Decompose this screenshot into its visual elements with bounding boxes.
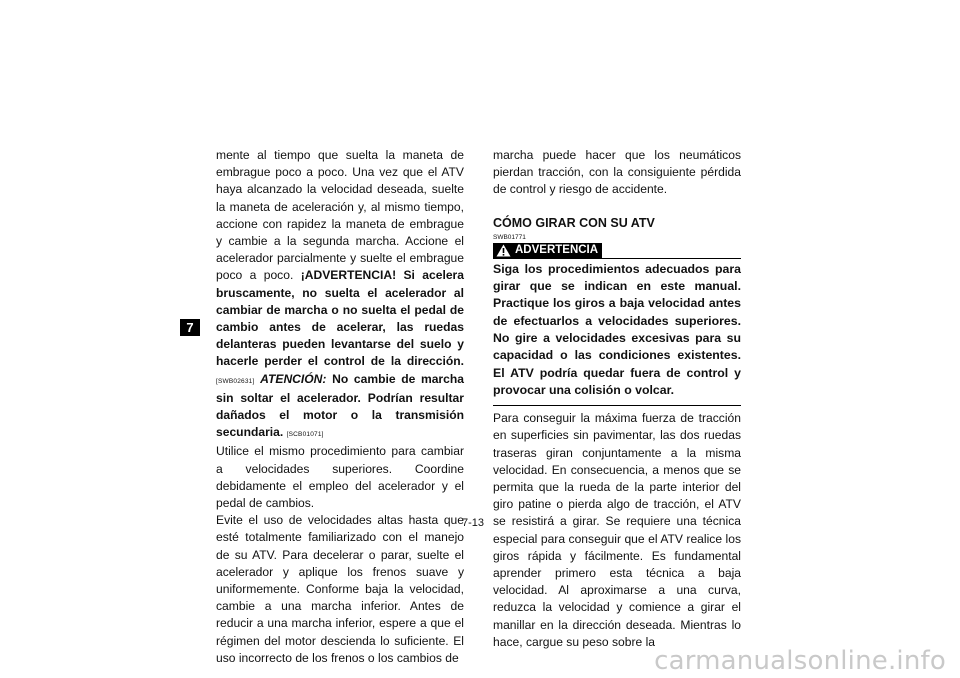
warning-label: ADVERTENCIA xyxy=(515,244,599,257)
section-code: SWB01771 xyxy=(493,233,526,241)
attention-text: No cambie de marcha sin soltar el acelerador. Podrían resultar dañados el motor o la transmisión secundaria. xyxy=(216,371,464,440)
warning-top-rule xyxy=(602,258,741,259)
warning-triangle-icon xyxy=(496,244,511,257)
right-column xyxy=(493,147,741,651)
attention-code: [SCB01071] xyxy=(286,431,324,439)
left-column xyxy=(216,147,464,667)
section-heading: CÓMO GIRAR CON SU ATV xyxy=(493,215,655,230)
warning-code: [SWB02631] xyxy=(216,377,255,385)
attention-label: ATENCIÓN: xyxy=(260,371,327,386)
chapter-tab: 7 xyxy=(180,319,200,336)
warning-badge xyxy=(493,243,602,259)
warning-bottom-rule xyxy=(493,405,741,406)
left-para1-normal: mente al tiempo que suelta la maneta de embrague poco a poco. Una vez que el ATV haya alcanzado la velocidad deseada, suelte la maneta de aceleración y, al mismo tiempo, accione con rapidez la maneta de embrague y cambie a la segunda marcha. Accione el acelerador parcialmente y suelte el embrague poco a poco. xyxy=(216,148,464,283)
warning-text: Siga los procedimientos adecuados para girar que se indican en este manual. Practique los giros a baja velocidad antes de efectuarlos a velocidades superiores. No gire a velocidades excesivas para su capacidad o las condiciones existentes. El ATV podría quedar fuera de control y provocar una colisión o volcar. xyxy=(493,261,741,397)
left-paragraph-3: Evite el uso de velocidades altas hasta que esté totalmente familiarizado con el manejo de su ATV. Para decelerar o parar, suelte el acelerador y aplique los frenos suave y uniformemente. Conforme baja la velocidad, cambie a una marcha inferior. Antes de reducir a una marcha inferior, espere a que el régimen del motor descienda lo suficiente. El uso incorrecto de los frenos o los cambios de xyxy=(216,513,464,665)
warning-header xyxy=(493,243,741,259)
page-number: 7-13 xyxy=(462,517,485,529)
right-paragraph-1: marcha puede hacer que los neumáticos pierdan tracción, con la consiguiente pérdida de control y riesgo de accidente. xyxy=(493,148,741,197)
right-paragraph-2: Para conseguir la máxima fuerza de tracción en superficies sin pavimentar, las dos ruedas traseras giran conjuntamente a la misma velocidad. En consecuencia, a menos que se permita que la rueda de la parte interior del giro patine o pierda algo de tracción, el ATV se resistirá a girar. Se requiere una técnica especial para conseguir que el ATV realice los giros rápida y fácilmente. Es fundamental aprender primero esta técnica a baja velocidad. Al aproximarse a una curva, reduzca la velocidad y comience a girar el manillar en la dirección deseada. Mientras lo hace, cargue su peso sobre la xyxy=(493,411,741,649)
left-paragraph-1 xyxy=(216,147,464,443)
watermark: carmanualsonline.info xyxy=(654,646,946,676)
left-para1-warning: ¡ADVERTENCIA! Si acelera bruscamente, no suelta el acelerador al cambiar de marcha o no suelta el pedal de cambio antes de acelerar, las ruedas delanteras pueden levantarse del suelo y hacerle perder el control de la dirección. xyxy=(216,268,464,369)
left-paragraph-2: Utilice el mismo procedimiento para cambiar a velocidades superiores. Coordine debidamente el empleo del acelerador y el pedal de cambios. xyxy=(216,444,464,511)
